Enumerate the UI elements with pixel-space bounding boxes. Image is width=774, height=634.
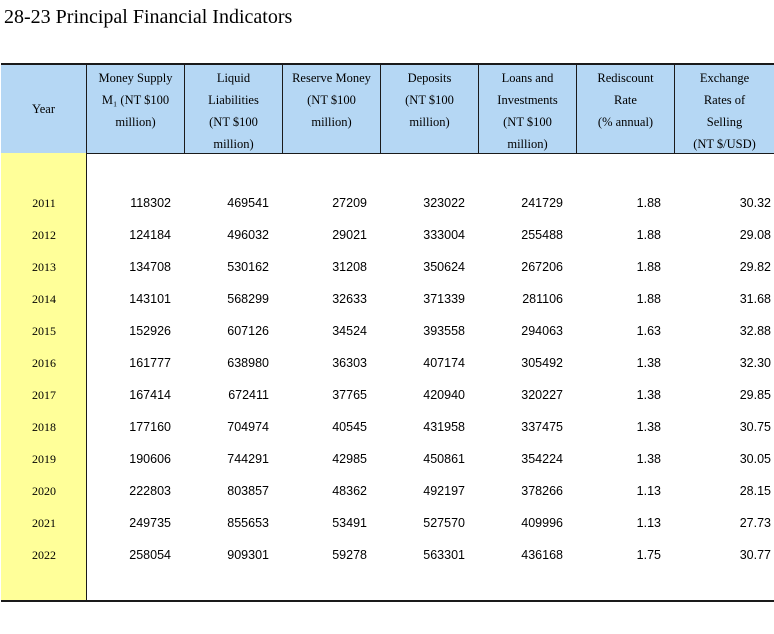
rediscount-rate-cell: 1.88 [636,196,661,210]
header-line: Rediscount [597,71,654,85]
loans-investments-cell: 281106 [522,292,563,306]
reserve-money-cell: 31208 [332,260,367,274]
header-line: Exchange [699,71,750,85]
rediscount-rate-cell: 1.88 [636,228,661,242]
deposits-cell: 450861 [423,452,465,466]
loans-investments-cell: 436168 [521,548,563,562]
header-line: Liabilities [208,93,259,107]
table-row [1,507,774,539]
loans-investments-cell: 354224 [521,452,563,466]
reserve-money-cell: 48362 [332,484,367,498]
liquid-liabilities-cell: 496032 [227,228,269,242]
header-line: Liquid [216,71,251,85]
liquid-liabilities-cell: 530162 [227,260,269,274]
money-supply-cell: 134708 [129,260,171,274]
money-supply-cell: 222803 [129,484,171,498]
table-header-row [1,65,774,154]
header-line: million) [311,115,352,129]
loans-investments-cell: 305492 [521,356,563,370]
exchange-rate-cell: 30.77 [739,548,771,562]
exchange-rate-cell: 30.75 [739,420,771,434]
money-supply-cell: 124184 [129,228,171,242]
header-deposits [381,65,479,153]
exchange-rate-cell: 32.30 [739,356,771,370]
money-supply-cell: 118302 [130,196,171,210]
header-line: (NT $/USD) [693,137,756,151]
year-cell: 2018 [32,419,56,434]
rediscount-rate-cell: 1.88 [636,292,661,306]
money-supply-cell: 152926 [129,324,171,338]
reserve-money-cell: 37765 [332,388,367,402]
liquid-liabilities-cell: 704974 [227,420,269,434]
reserve-money-cell: 32633 [332,292,367,306]
table-row [1,315,774,347]
exchange-rate-cell: 29.85 [739,388,771,402]
header-line: Selling [706,115,743,129]
loans-investments-cell: 337475 [521,420,563,434]
exchange-rate-cell: 32.88 [739,324,771,338]
indicators-table [1,63,774,602]
header-line: (NT $100 [503,115,552,129]
year-cell: 2020 [32,483,56,498]
header-line: million) [507,137,548,151]
deposits-cell: 371339 [423,292,465,306]
deposits-cell: 323022 [423,196,465,210]
rediscount-rate-cell: 1.38 [636,420,661,434]
table-row [1,411,774,443]
exchange-rate-cell: 27.73 [739,516,771,530]
liquid-liabilities-cell: 909301 [227,548,269,562]
loans-investments-cell: 320227 [521,388,563,402]
rediscount-rate-cell: 1.75 [636,548,661,562]
header-year [1,65,87,153]
money-supply-cell: 161777 [129,356,171,370]
header-text [99,67,173,133]
header-reserve-money [283,65,381,153]
header-line: (NT $100 [307,93,356,107]
year-cell: 2022 [32,547,56,562]
reserve-money-cell: 27209 [332,196,367,210]
liquid-liabilities-cell: 672411 [228,388,269,402]
year-cell: 2013 [32,259,56,274]
header-text [292,67,371,133]
liquid-liabilities-cell: 568299 [227,292,269,306]
loans-investments-cell: 255488 [521,228,563,242]
rediscount-rate-cell: 1.38 [636,452,661,466]
rediscount-rate-cell: 1.13 [636,516,661,530]
money-supply-cell: 177160 [129,420,171,434]
header-line: (NT $100 [405,93,454,107]
liquid-liabilities-cell: 638980 [227,356,269,370]
loans-investments-cell: 378266 [521,484,563,498]
table-row [1,187,774,219]
exchange-rate-cell: 29.82 [739,260,771,274]
deposits-cell: 492197 [423,484,465,498]
reserve-money-cell: 40545 [332,420,367,434]
reserve-money-cell: 42985 [332,452,367,466]
table-row [1,443,774,475]
deposits-cell: 407174 [423,356,465,370]
reserve-money-cell: 53491 [332,516,367,530]
reserve-money-cell: 29021 [332,228,367,242]
liquid-liabilities-cell: 803857 [227,484,269,498]
rediscount-rate-cell: 1.13 [636,484,661,498]
deposits-cell: 393558 [423,324,465,338]
header-line: Year [31,102,56,116]
header-text [497,67,557,155]
page-title: 28-23 Principal Financial Indicators [4,6,293,28]
rediscount-rate-cell: 1.38 [636,388,661,402]
table-row [1,251,774,283]
deposits-cell: 527570 [423,516,465,530]
header-exchange-rate [675,65,774,153]
deposits-cell: 420940 [423,388,465,402]
year-cell: 2019 [32,451,56,466]
deposits-cell: 333004 [423,228,465,242]
deposits-cell: 350624 [423,260,465,274]
liquid-liabilities-cell: 469541 [227,196,269,210]
header-loans-investments [479,65,577,153]
exchange-rate-cell: 29.08 [739,228,771,242]
table-row [1,219,774,251]
loans-investments-cell: 241729 [521,196,563,210]
header-line: M₁ (NT $100 [101,93,170,107]
header-text [693,67,756,155]
exchange-rate-cell: 30.05 [739,452,771,466]
header-liquid-liabilities [185,65,283,153]
money-supply-cell: 167414 [129,388,171,402]
header-line: million) [115,115,156,129]
deposits-cell: 563301 [423,548,465,562]
liquid-liabilities-cell: 744291 [227,452,269,466]
year-cell: 2015 [32,323,56,338]
money-supply-cell: 143101 [129,292,171,306]
liquid-liabilities-cell: 607126 [227,324,269,338]
year-cell: 2011 [32,195,56,210]
year-cell: 2021 [32,515,56,530]
table-row [1,475,774,507]
reserve-money-cell: 59278 [332,548,367,562]
header-line: Deposits [407,71,452,85]
reserve-money-cell: 36303 [332,356,367,370]
loans-investments-cell: 409996 [521,516,563,530]
rediscount-rate-cell: 1.88 [636,260,661,274]
table-body [1,187,774,571]
header-line: Money Supply [98,71,173,85]
header-line: million) [409,115,450,129]
header-line: Investments [497,93,558,107]
loans-investments-cell: 267206 [521,260,563,274]
header-line: Loans and [501,71,554,85]
exchange-rate-cell: 30.32 [739,196,771,210]
deposits-cell: 431958 [423,420,465,434]
money-supply-cell: 258054 [129,548,171,562]
header-line: (% annual) [597,115,654,129]
rediscount-rate-cell: 1.38 [636,356,661,370]
header-text [32,98,55,120]
liquid-liabilities-cell: 855653 [227,516,269,530]
table-row [1,283,774,315]
header-rediscount-rate [577,65,675,153]
table-row [1,539,774,571]
header-line: Rate [614,93,637,107]
year-cell: 2016 [32,355,56,370]
reserve-money-cell: 34524 [332,324,367,338]
loans-investments-cell: 294063 [521,324,563,338]
header-money-supply [87,65,185,153]
header-text [597,67,653,133]
header-text [405,67,454,133]
header-line: Reserve Money [292,71,371,85]
header-line: Rates of [703,93,746,107]
rediscount-rate-cell: 1.63 [636,324,661,338]
exchange-rate-cell: 31.68 [739,292,771,306]
money-supply-cell: 249735 [129,516,171,530]
year-cell: 2012 [32,227,56,242]
exchange-rate-cell: 28.15 [739,484,771,498]
header-text [208,67,259,155]
table-row [1,347,774,379]
header-line: (NT $100 [209,115,258,129]
table-row [1,379,774,411]
year-cell: 2014 [32,291,56,306]
money-supply-cell: 190606 [129,452,171,466]
year-cell: 2017 [32,387,56,402]
header-line: million) [213,137,254,151]
